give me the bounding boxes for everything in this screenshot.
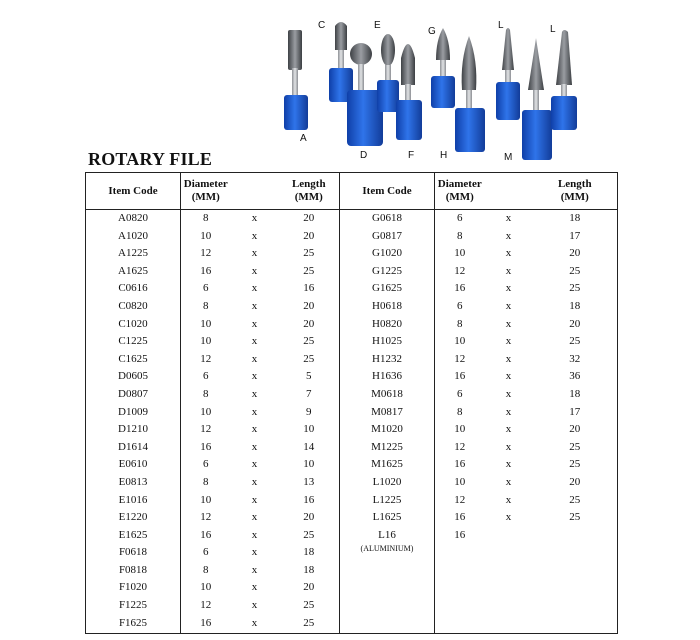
item-code-cell: F0618 xyxy=(118,546,148,559)
separator-cell: x xyxy=(251,563,258,576)
table-row xyxy=(86,456,618,474)
length-cell: 17 xyxy=(569,405,581,418)
diameter-cell: 8 xyxy=(181,386,231,404)
item-code-cell: E1625 xyxy=(118,528,148,541)
table-row xyxy=(86,298,618,316)
length-cell: 7 xyxy=(306,387,312,400)
separator-cell: x xyxy=(251,299,258,312)
shape-label-a: A xyxy=(300,133,307,144)
shape-label-c: C xyxy=(318,20,326,31)
item-note-cell: (ALUMINIUM) xyxy=(340,544,435,562)
table-row xyxy=(86,615,618,634)
length-cell: 25 xyxy=(303,352,315,365)
length-cell: 25 xyxy=(569,335,581,348)
table-row xyxy=(86,386,618,404)
diameter-cell: 10 xyxy=(181,228,231,246)
length-cell: 20 xyxy=(303,299,315,312)
separator-cell: x xyxy=(251,440,258,453)
shape-label-l-second: L xyxy=(550,24,556,35)
header-spacer-right xyxy=(485,173,533,210)
item-code-cell: E0610 xyxy=(118,458,148,471)
separator-cell: x xyxy=(251,458,258,471)
length-cell: 20 xyxy=(303,229,315,242)
diameter-cell: 8 xyxy=(181,474,231,492)
header-length-right-line2: (MM) xyxy=(560,191,589,203)
length-cell: 18 xyxy=(569,212,581,224)
item-code-cell: F0818 xyxy=(118,563,148,576)
separator-cell: x xyxy=(251,581,258,594)
item-code-cell: A1020 xyxy=(118,229,148,242)
table-row xyxy=(86,492,618,510)
separator-cell: x xyxy=(251,370,258,383)
item-code-cell xyxy=(340,597,435,615)
diameter-cell: 16 xyxy=(435,280,485,298)
length-cell: 25 xyxy=(303,264,315,277)
separator-cell xyxy=(485,544,533,562)
table-row xyxy=(86,228,618,246)
burr-l-cone xyxy=(496,28,520,120)
length-cell: 20 xyxy=(303,511,315,524)
table-row xyxy=(86,368,618,386)
length-cell: 25 xyxy=(569,440,581,453)
shape-label-e: E xyxy=(374,20,381,31)
length-cell xyxy=(533,615,618,634)
separator-cell: x xyxy=(251,511,258,524)
length-cell: 36 xyxy=(569,370,581,383)
length-cell: 25 xyxy=(569,511,581,524)
length-cell: 18 xyxy=(303,546,315,559)
diameter-cell: 6 xyxy=(435,386,485,404)
diameter-cell: 10 xyxy=(181,579,231,597)
length-cell: 25 xyxy=(303,335,315,348)
diameter-cell: 16 xyxy=(181,527,231,545)
item-code-cell: C0820 xyxy=(118,299,148,312)
separator-cell: x xyxy=(505,458,512,471)
burr-e-oval xyxy=(377,34,399,112)
diameter-cell: 12 xyxy=(435,492,485,510)
diameter-cell: 16 xyxy=(181,615,231,634)
diameter-cell: 10 xyxy=(181,316,231,334)
diameter-cell: 8 xyxy=(435,404,485,422)
separator-cell: x xyxy=(505,212,512,224)
length-cell xyxy=(533,527,618,545)
diameter-cell: 8 xyxy=(435,228,485,246)
item-code-cell: E1220 xyxy=(118,511,148,524)
separator-cell: x xyxy=(505,282,512,295)
separator-cell: x xyxy=(251,405,258,418)
item-code-cell xyxy=(340,615,435,634)
separator-cell: x xyxy=(505,387,512,400)
diameter-cell: 6 xyxy=(181,368,231,386)
item-code-cell xyxy=(340,562,435,580)
separator-cell: x xyxy=(251,599,258,612)
item-code-cell: D1614 xyxy=(118,440,148,453)
separator-cell: x xyxy=(251,264,258,277)
item-code-cell: C0616 xyxy=(118,282,148,295)
separator-cell: x xyxy=(251,317,258,330)
diameter-cell: 8 xyxy=(181,210,231,228)
length-cell: 20 xyxy=(569,475,581,488)
length-cell: 18 xyxy=(303,563,315,576)
table-row xyxy=(86,245,618,263)
diameter-cell: 10 xyxy=(435,333,485,351)
item-code-cell: C1625 xyxy=(118,352,148,365)
item-code-cell: D0605 xyxy=(118,370,148,383)
header-item-code-right: Item Code xyxy=(340,173,435,210)
table-row xyxy=(86,597,618,615)
table-row xyxy=(86,316,618,334)
diameter-cell: 8 xyxy=(435,316,485,334)
header-diameter-left-line2: (MM) xyxy=(191,191,220,203)
rotary-file-spec-table xyxy=(85,172,618,634)
length-cell xyxy=(533,579,618,597)
item-code-cell: H1232 xyxy=(340,351,435,369)
item-code-cell: M1020 xyxy=(340,421,435,439)
table-row xyxy=(86,439,618,457)
diameter-cell: 16 xyxy=(435,368,485,386)
item-code-cell xyxy=(340,579,435,597)
diameter-cell: 12 xyxy=(181,597,231,615)
item-code-cell: F1625 xyxy=(118,616,148,629)
burr-l-tapered xyxy=(551,30,577,130)
section-title: ROTARY FILE xyxy=(88,149,213,169)
item-code-cell: D1009 xyxy=(118,405,148,418)
shape-label-d: D xyxy=(360,150,368,161)
burr-h-flame xyxy=(455,36,485,152)
item-code-cell: H0820 xyxy=(340,316,435,334)
separator-cell: x xyxy=(251,493,258,506)
length-cell: 20 xyxy=(569,247,581,260)
length-cell: 9 xyxy=(306,405,312,418)
header-length-left-line2: (MM) xyxy=(294,191,323,203)
burr-c-ball-nose xyxy=(329,22,353,102)
diameter-cell: 12 xyxy=(181,421,231,439)
table-row xyxy=(86,210,618,228)
diameter-cell: 10 xyxy=(181,492,231,510)
item-code-cell: M1225 xyxy=(340,439,435,457)
separator-cell: x xyxy=(505,475,512,488)
header-diameter-right-line2: (MM) xyxy=(445,191,474,203)
diameter-cell: 10 xyxy=(181,333,231,351)
separator-cell: x xyxy=(251,546,258,559)
length-cell: 20 xyxy=(569,423,581,436)
item-code-cell: C1020 xyxy=(118,317,148,330)
item-code-cell: C1225 xyxy=(118,335,148,348)
separator-cell: x xyxy=(251,282,258,295)
burr-g-tree-pointed xyxy=(431,28,455,108)
separator-cell: x xyxy=(505,317,512,330)
separator-cell: x xyxy=(505,264,512,277)
item-code-cell: A1225 xyxy=(118,247,148,260)
length-cell xyxy=(533,597,618,615)
table-row xyxy=(86,280,618,298)
separator-cell xyxy=(485,527,533,545)
separator-cell xyxy=(485,615,533,634)
item-code-cell: M0618 xyxy=(340,386,435,404)
shape-label-f: F xyxy=(408,150,415,161)
diameter-cell: 6 xyxy=(435,210,485,228)
separator-cell: x xyxy=(505,440,512,453)
length-cell: 17 xyxy=(569,229,581,242)
diameter-cell: 8 xyxy=(181,562,231,580)
header-diameter-left-line1: Diameter xyxy=(183,178,228,190)
length-cell: 20 xyxy=(303,581,315,594)
header-diameter-right xyxy=(435,173,485,210)
item-code-cell: M1625 xyxy=(340,456,435,474)
header-spacer-left xyxy=(231,173,279,210)
length-cell: 25 xyxy=(569,282,581,295)
diameter-cell xyxy=(435,544,485,562)
item-code-cell: E1016 xyxy=(118,493,148,506)
table-row xyxy=(86,421,618,439)
item-code-cell: M0817 xyxy=(340,404,435,422)
separator-cell: x xyxy=(251,335,258,348)
item-code-cell: F1225 xyxy=(118,599,148,612)
length-cell: 13 xyxy=(303,475,315,488)
separator-cell: x xyxy=(251,475,258,488)
item-code-cell: L1625 xyxy=(340,509,435,527)
length-cell: 20 xyxy=(303,317,315,330)
table-body xyxy=(86,210,618,634)
separator-cell: x xyxy=(505,229,512,242)
separator-cell: x xyxy=(251,616,258,629)
table-row xyxy=(86,579,618,597)
separator-cell xyxy=(485,579,533,597)
shape-label-l-first: L xyxy=(498,20,504,31)
length-cell: 32 xyxy=(569,352,581,365)
table-row xyxy=(86,527,618,545)
item-code-cell: E0813 xyxy=(118,475,148,488)
diameter-cell: 6 xyxy=(181,280,231,298)
separator-cell xyxy=(485,597,533,615)
diameter-cell: 12 xyxy=(181,245,231,263)
diameter-cell: 10 xyxy=(435,245,485,263)
rotary-file-product-photo xyxy=(278,10,590,172)
length-cell: 25 xyxy=(569,264,581,277)
separator-cell: x xyxy=(505,511,512,524)
table-row xyxy=(86,474,618,492)
item-code-cell: G1020 xyxy=(340,245,435,263)
diameter-cell: 10 xyxy=(435,421,485,439)
diameter-cell: 16 xyxy=(435,527,485,545)
separator-cell: x xyxy=(251,212,258,224)
diameter-cell xyxy=(435,579,485,597)
length-cell: 16 xyxy=(303,493,315,506)
table-header-row xyxy=(86,173,618,210)
length-cell: 18 xyxy=(569,299,581,312)
item-code-cell: A1625 xyxy=(118,264,148,277)
diameter-cell: 12 xyxy=(181,509,231,527)
item-code-cell: F1020 xyxy=(118,581,148,594)
separator-cell: x xyxy=(251,247,258,260)
length-cell xyxy=(533,544,618,562)
diameter-cell xyxy=(435,615,485,634)
diameter-cell: 6 xyxy=(181,456,231,474)
diameter-cell: 12 xyxy=(435,263,485,281)
separator-cell: x xyxy=(505,247,512,260)
separator-cell: x xyxy=(505,299,512,312)
table-row xyxy=(86,509,618,527)
diameter-cell xyxy=(435,562,485,580)
shape-label-g: G xyxy=(428,26,436,37)
diameter-cell: 16 xyxy=(435,456,485,474)
header-length-left xyxy=(279,173,340,210)
item-code-cell: G1225 xyxy=(340,263,435,281)
item-code-cell: D1210 xyxy=(118,423,148,436)
header-length-right xyxy=(533,173,618,210)
separator-cell: x xyxy=(251,229,258,242)
diameter-cell: 6 xyxy=(181,544,231,562)
table-row xyxy=(86,404,618,422)
separator-cell xyxy=(485,562,533,580)
separator-cell: x xyxy=(505,405,512,418)
item-code-cell: H0618 xyxy=(340,298,435,316)
diameter-cell: 12 xyxy=(181,351,231,369)
diameter-cell: 8 xyxy=(181,298,231,316)
length-cell: 25 xyxy=(303,599,315,612)
separator-cell: x xyxy=(251,528,258,541)
item-code-cell: G0618 xyxy=(340,210,435,228)
burr-a-cylinder xyxy=(284,30,308,130)
length-cell: 14 xyxy=(303,440,315,453)
table-row xyxy=(86,263,618,281)
length-cell: 25 xyxy=(569,458,581,471)
item-code-cell: L16 xyxy=(340,527,435,545)
diameter-cell: 16 xyxy=(181,439,231,457)
separator-cell: x xyxy=(505,493,512,506)
table-row xyxy=(86,351,618,369)
separator-cell: x xyxy=(505,370,512,383)
diameter-cell xyxy=(435,597,485,615)
separator-cell: x xyxy=(251,352,258,365)
separator-cell: x xyxy=(505,423,512,436)
length-cell: 20 xyxy=(303,212,315,224)
table-row xyxy=(86,333,618,351)
separator-cell: x xyxy=(251,387,258,400)
header-item-code-left: Item Code xyxy=(86,173,181,210)
length-cell: 10 xyxy=(303,458,315,471)
length-cell: 5 xyxy=(306,370,312,383)
diameter-cell: 12 xyxy=(435,439,485,457)
length-cell: 18 xyxy=(569,387,581,400)
length-cell: 25 xyxy=(303,528,315,541)
item-code-cell: D0807 xyxy=(118,387,148,400)
header-length-left-line1: Length xyxy=(291,178,326,190)
item-code-cell: H1636 xyxy=(340,368,435,386)
item-code-cell: G0817 xyxy=(340,228,435,246)
shape-label-h: H xyxy=(440,150,448,161)
item-code-cell: H1025 xyxy=(340,333,435,351)
length-cell: 20 xyxy=(569,317,581,330)
table-row xyxy=(86,544,618,562)
length-cell: 25 xyxy=(303,616,315,629)
shape-label-m: M xyxy=(504,152,513,163)
length-cell: 25 xyxy=(303,247,315,260)
separator-cell: x xyxy=(505,335,512,348)
item-code-cell: A0820 xyxy=(118,212,148,224)
item-code-cell: L1225 xyxy=(340,492,435,510)
diameter-cell: 10 xyxy=(181,404,231,422)
diameter-cell: 6 xyxy=(435,298,485,316)
burr-m-pointed-cone xyxy=(522,38,552,160)
diameter-cell: 16 xyxy=(181,263,231,281)
length-cell: 16 xyxy=(303,282,315,295)
separator-cell: x xyxy=(505,352,512,365)
item-code-cell: G1625 xyxy=(340,280,435,298)
length-cell xyxy=(533,562,618,580)
item-code-cell: L1020 xyxy=(340,474,435,492)
burr-f-tree-radius xyxy=(396,44,422,140)
diameter-cell: 16 xyxy=(435,509,485,527)
header-length-right-line1: Length xyxy=(557,178,592,190)
header-diameter-left xyxy=(181,173,231,210)
separator-cell: x xyxy=(251,423,258,436)
length-cell: 10 xyxy=(303,423,315,436)
table-row xyxy=(86,562,618,580)
header-diameter-right-line1: Diameter xyxy=(437,178,482,190)
length-cell: 25 xyxy=(569,493,581,506)
diameter-cell: 12 xyxy=(435,351,485,369)
diameter-cell: 10 xyxy=(435,474,485,492)
